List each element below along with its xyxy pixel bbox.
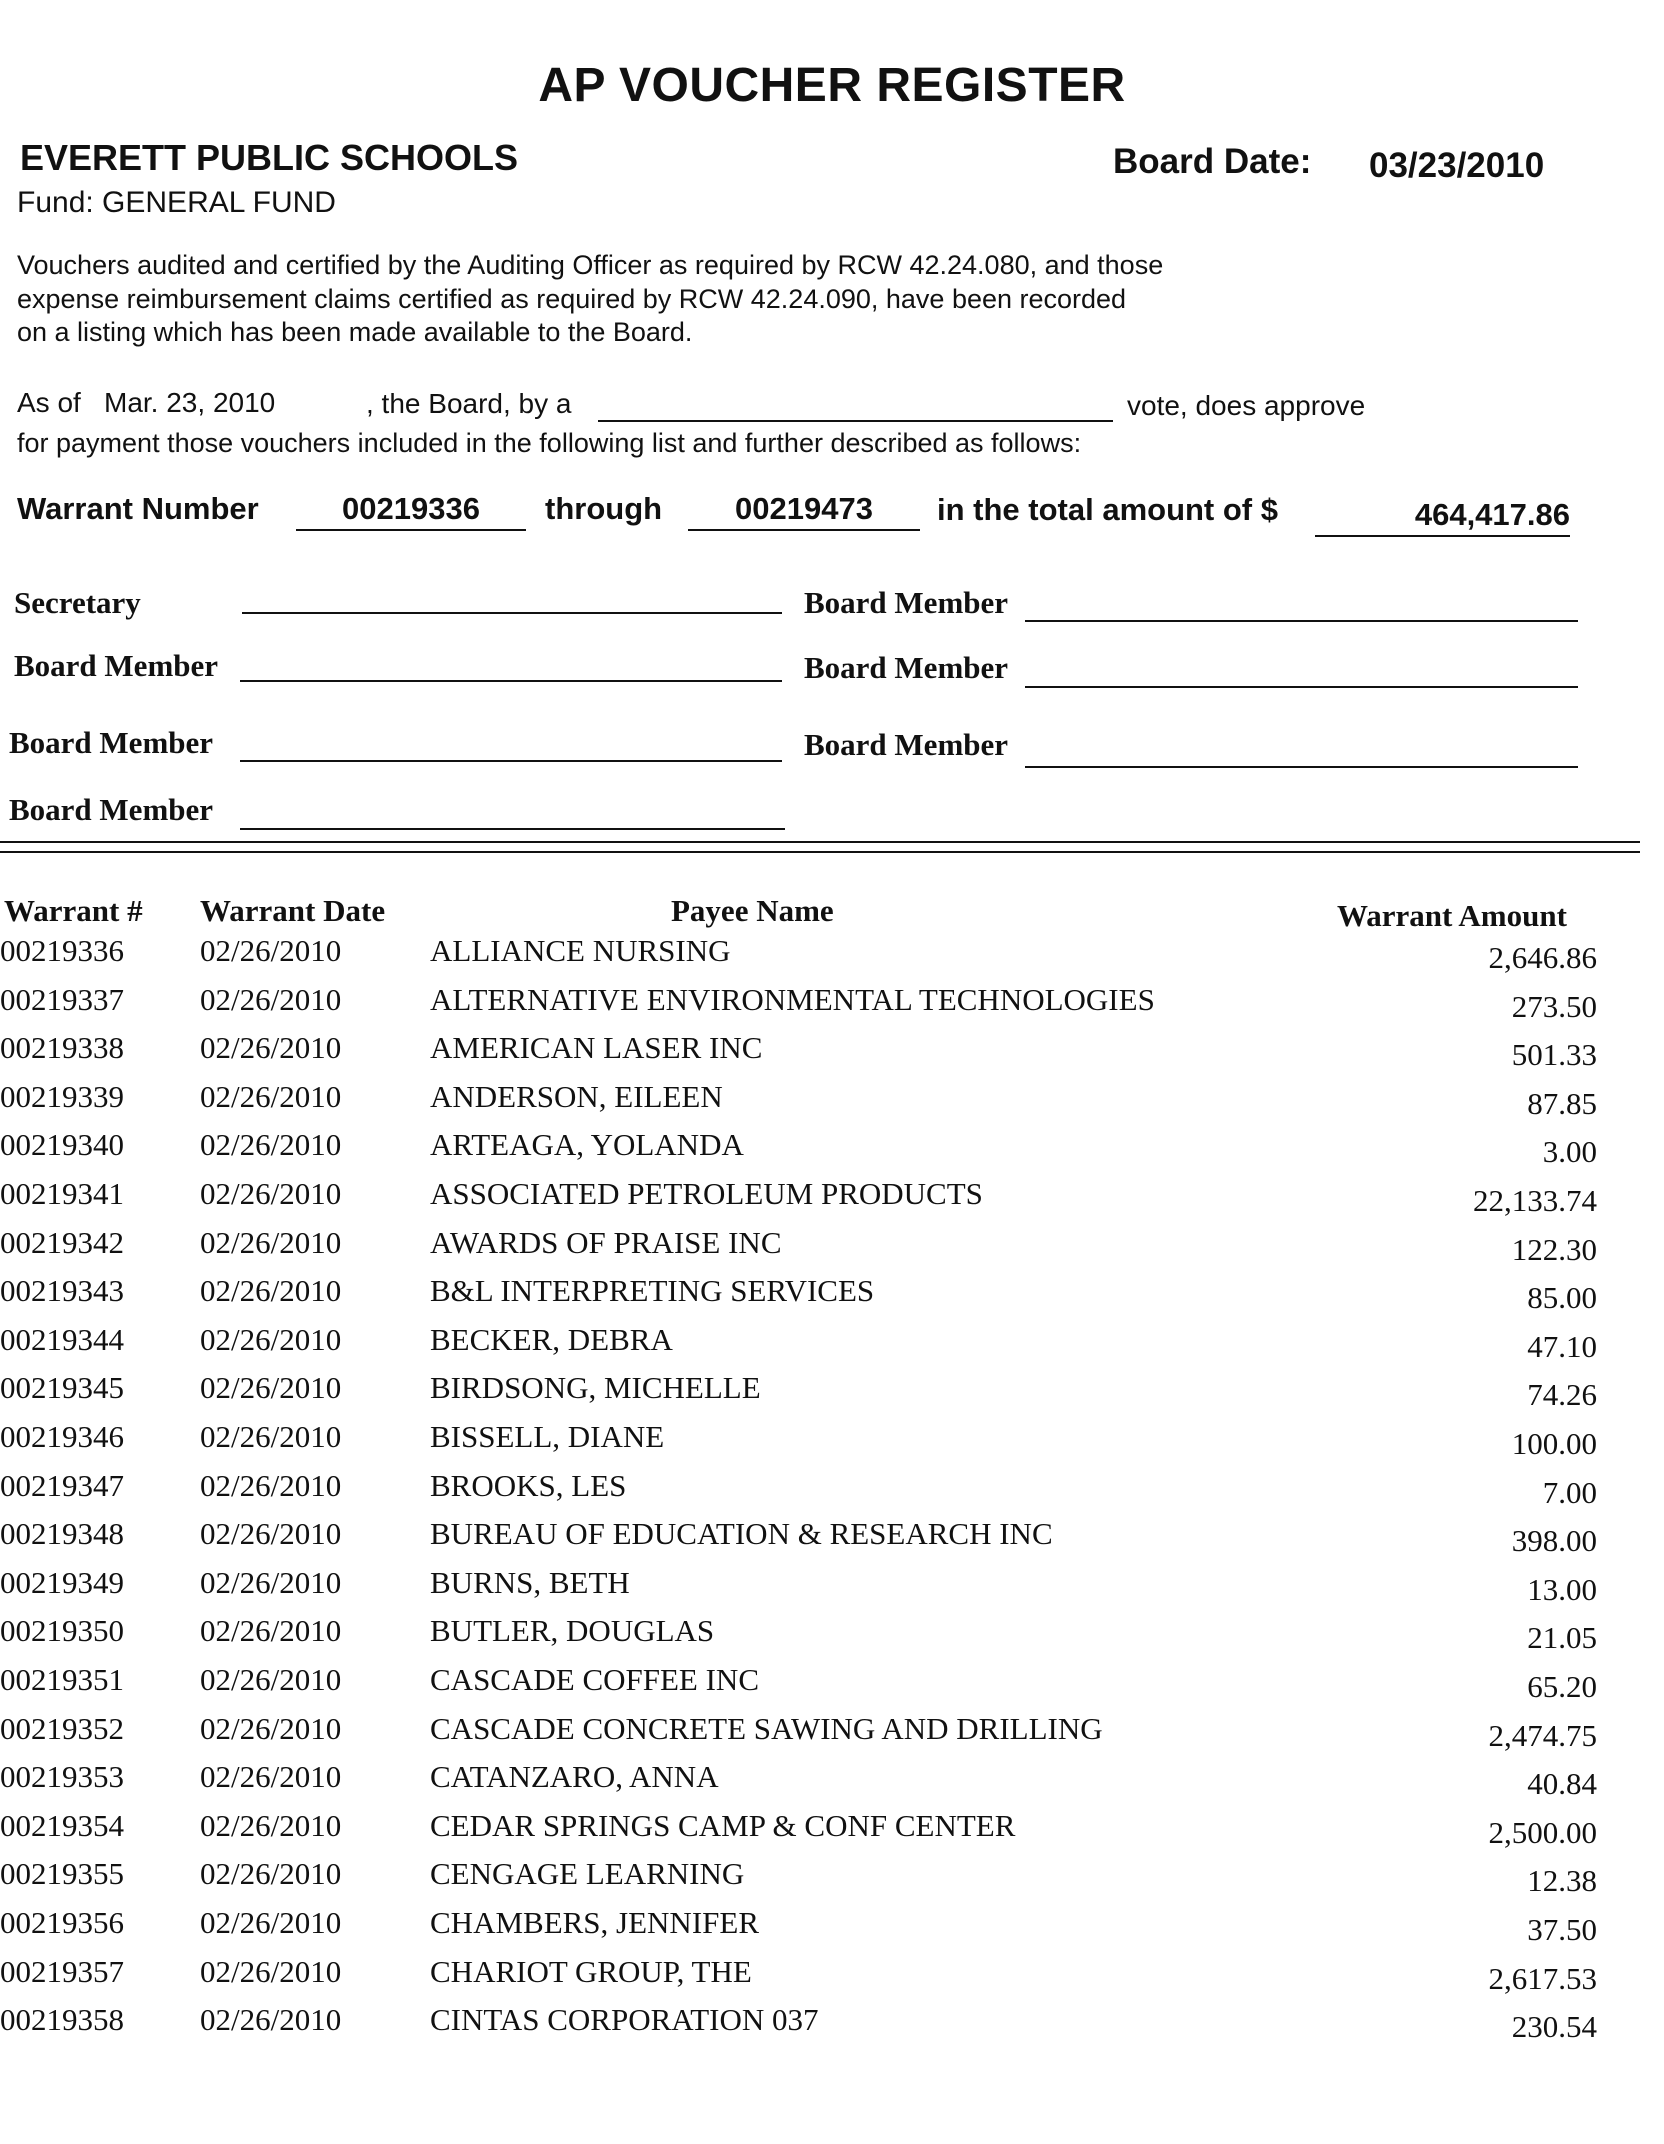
- warrant-amount: 100.00: [1511, 1426, 1597, 1461]
- table-row: [0, 1662, 1640, 1711]
- warrant-date: 02/26/2010: [200, 1905, 342, 1940]
- board-member-label: Board Member: [9, 792, 214, 827]
- payee-name: ASSOCIATED PETROLEUM PRODUCTS: [430, 1176, 983, 1211]
- table-row: [0, 982, 1640, 1031]
- board-by-text: , the Board, by a: [366, 388, 572, 419]
- warrant-number: 00219343: [0, 1273, 124, 1308]
- warrant-date: 02/26/2010: [200, 1516, 342, 1551]
- board-member-label: Board Member: [9, 725, 214, 760]
- warrant-number: 00219336: [0, 933, 124, 968]
- warrant-number: 00219357: [0, 1954, 124, 1989]
- warrant-amount: 273.50: [1511, 989, 1597, 1024]
- warrant-date: 02/26/2010: [200, 1808, 342, 1843]
- payee-name: CASCADE CONCRETE SAWING AND DRILLING: [430, 1711, 1103, 1746]
- warrant-number: 00219358: [0, 2002, 124, 2037]
- warrant-number: 00219344: [0, 1322, 124, 1357]
- payee-name: BROOKS, LES: [430, 1468, 627, 1503]
- warrant-number: 00219349: [0, 1565, 124, 1600]
- as-of-label: As of: [17, 387, 81, 418]
- warrant-amount: 74.26: [1527, 1377, 1597, 1412]
- board-member-label: Board Member: [804, 585, 1009, 620]
- payee-name: CATANZARO, ANNA: [430, 1759, 719, 1794]
- warrant-date: 02/26/2010: [200, 1856, 342, 1891]
- warrant-number: 00219350: [0, 1613, 124, 1648]
- payee-name: CHARIOT GROUP, THE: [430, 1954, 752, 1989]
- warrant-date: 02/26/2010: [200, 1176, 342, 1211]
- warrant-number: 00219348: [0, 1516, 124, 1551]
- as-of-date: Mar. 23, 2010: [104, 387, 276, 418]
- board-member-signature-line: [1025, 766, 1578, 768]
- table-row: [0, 1808, 1640, 1857]
- warrant-number: 00219347: [0, 1468, 124, 1503]
- payee-name: BECKER, DEBRA: [430, 1322, 673, 1357]
- warrant-number: 00219340: [0, 1127, 124, 1162]
- warrant-amount: 37.50: [1527, 1912, 1597, 1947]
- warrant-number: 00219351: [0, 1662, 124, 1697]
- table-row: [0, 1613, 1640, 1662]
- table-row: [0, 1370, 1640, 1419]
- certification-line-1: Vouchers audited and certified by the Auditing Officer as required by RCW 42.24.080, and those: [17, 250, 1164, 280]
- table-row: [0, 1225, 1640, 1274]
- divider-rule: [0, 841, 1640, 843]
- total-amount-value: 464,417.86: [1315, 497, 1570, 537]
- warrant-date: 02/26/2010: [200, 1613, 342, 1648]
- warrant-date: 02/26/2010: [200, 1127, 342, 1162]
- payee-name: ANDERSON, EILEEN: [430, 1079, 723, 1114]
- divider-rule: [0, 851, 1640, 853]
- board-member-signature-line: [240, 828, 785, 830]
- column-header-warrant-amount: Warrant Amount: [1337, 898, 1567, 933]
- board-member-signature-line: [240, 760, 782, 762]
- warrant-date: 02/26/2010: [200, 2002, 342, 2037]
- payee-name: CASCADE COFFEE INC: [430, 1662, 759, 1697]
- table-row: [0, 1516, 1640, 1565]
- table-row: [0, 1856, 1640, 1905]
- payee-name: ALLIANCE NURSING: [430, 933, 731, 968]
- board-member-signature-line: [1025, 686, 1578, 688]
- warrant-number: 00219352: [0, 1711, 124, 1746]
- warrant-amount: 2,500.00: [1488, 1815, 1597, 1850]
- organization-name: EVERETT PUBLIC SCHOOLS: [20, 137, 519, 178]
- payee-name: CEDAR SPRINGS CAMP & CONF CENTER: [430, 1808, 1016, 1843]
- warrant-date: 02/26/2010: [200, 982, 342, 1017]
- board-member-label: Board Member: [14, 648, 219, 683]
- warrant-number: 00219353: [0, 1759, 124, 1794]
- table-row: [0, 1176, 1640, 1225]
- table-row: [0, 1905, 1640, 1954]
- warrant-date: 02/26/2010: [200, 1711, 342, 1746]
- warrant-amount: 85.00: [1527, 1280, 1597, 1315]
- warrant-amount: 87.85: [1527, 1086, 1597, 1121]
- vote-approve-text: vote, does approve: [1127, 390, 1366, 421]
- table-row: [0, 2002, 1640, 2051]
- column-header-warrant-date: Warrant Date: [200, 893, 386, 928]
- warrant-date: 02/26/2010: [200, 1322, 342, 1357]
- vote-blank-line: [598, 420, 1113, 422]
- payment-description: for payment those vouchers included in the following list and further described as follows:: [17, 428, 1082, 458]
- warrant-amount: 3.00: [1542, 1134, 1597, 1169]
- payee-name: AWARDS OF PRAISE INC: [430, 1225, 782, 1260]
- warrant-date: 02/26/2010: [200, 1759, 342, 1794]
- warrant-amount: 2,617.53: [1488, 1961, 1597, 1996]
- board-member-signature-line: [1025, 620, 1578, 622]
- payee-name: BUTLER, DOUGLAS: [430, 1613, 715, 1648]
- warrant-amount: 65.20: [1527, 1669, 1597, 1704]
- warrant-amount: 2,474.75: [1488, 1718, 1597, 1753]
- warrant-amount: 501.33: [1511, 1037, 1597, 1072]
- warrant-date: 02/26/2010: [200, 1370, 342, 1405]
- warrant-date: 02/26/2010: [200, 1954, 342, 1989]
- column-header-warrant-number: Warrant #: [4, 893, 143, 928]
- page-title: AP VOUCHER REGISTER: [538, 59, 1126, 112]
- warrant-amount: 398.00: [1511, 1523, 1597, 1558]
- warrant-date: 02/26/2010: [200, 1273, 342, 1308]
- certification-line-2: expense reimbursement claims certified as required by RCW 42.24.090, have been recorded: [17, 284, 1127, 314]
- warrant-number: 00219337: [0, 982, 124, 1017]
- payee-name: BIRDSONG, MICHELLE: [430, 1370, 761, 1405]
- total-amount-label: in the total amount of $: [937, 492, 1278, 527]
- warrant-amount: 40.84: [1527, 1766, 1597, 1801]
- table-row: [0, 1273, 1640, 1322]
- warrant-date: 02/26/2010: [200, 1662, 342, 1697]
- payee-name: AMERICAN LASER INC: [430, 1030, 763, 1065]
- warrant-number: 00219338: [0, 1030, 124, 1065]
- secretary-signature-line: [242, 612, 782, 614]
- warrant-amount: 7.00: [1542, 1475, 1597, 1510]
- warrant-date: 02/26/2010: [200, 1419, 342, 1454]
- table-row: [0, 1711, 1640, 1760]
- warrant-number: 00219346: [0, 1419, 124, 1454]
- warrant-amount: 122.30: [1511, 1232, 1597, 1267]
- warrant-date: 02/26/2010: [200, 1030, 342, 1065]
- table-row: [0, 1954, 1640, 2003]
- table-row: [0, 1419, 1640, 1468]
- warrant-number: 00219342: [0, 1225, 124, 1260]
- payee-name: CENGAGE LEARNING: [430, 1856, 745, 1891]
- payee-name: CINTAS CORPORATION 037: [430, 2002, 819, 2037]
- payee-name: B&L INTERPRETING SERVICES: [430, 1273, 875, 1308]
- payee-name: BUREAU OF EDUCATION & RESEARCH INC: [430, 1516, 1053, 1551]
- warrant-date: 02/26/2010: [200, 933, 342, 968]
- fund-line: Fund: GENERAL FUND: [17, 186, 336, 219]
- warrant-number: 00219355: [0, 1856, 124, 1891]
- table-row: [0, 1079, 1640, 1128]
- payee-name: CHAMBERS, JENNIFER: [430, 1905, 759, 1940]
- warrant-amount: 13.00: [1527, 1572, 1597, 1607]
- payee-name: ALTERNATIVE ENVIRONMENTAL TECHNOLOGIES: [430, 982, 1155, 1017]
- table-row: [0, 1322, 1640, 1371]
- warrant-date: 02/26/2010: [200, 1079, 342, 1114]
- warrant-number: 00219339: [0, 1079, 124, 1114]
- warrant-number: 00219341: [0, 1176, 124, 1211]
- through-label: through: [545, 491, 663, 526]
- warrant-to: 00219473: [688, 491, 920, 531]
- warrant-number: 00219356: [0, 1905, 124, 1940]
- secretary-label: Secretary: [14, 585, 141, 620]
- payee-name: BURNS, BETH: [430, 1565, 630, 1600]
- warrant-date: 02/26/2010: [200, 1565, 342, 1600]
- board-member-signature-line: [240, 680, 782, 682]
- table-row: [0, 1759, 1640, 1808]
- board-date-value: 03/23/2010: [1369, 146, 1545, 185]
- table-row: [0, 1030, 1640, 1079]
- warrant-number: 00219345: [0, 1370, 124, 1405]
- board-member-label: Board Member: [804, 727, 1009, 762]
- warrant-amount: 12.38: [1527, 1863, 1597, 1898]
- table-row: [0, 1468, 1640, 1517]
- column-header-payee-name: Payee Name: [671, 893, 834, 928]
- table-row: [0, 933, 1640, 982]
- board-date-label: Board Date:: [1113, 142, 1312, 181]
- board-member-label: Board Member: [804, 650, 1009, 685]
- payee-name: ARTEAGA, YOLANDA: [430, 1127, 744, 1162]
- warrant-number-label: Warrant Number: [17, 491, 259, 526]
- table-row: [0, 1565, 1640, 1614]
- warrant-amount: 2,646.86: [1488, 940, 1597, 975]
- certification-line-3: on a listing which has been made available to the Board.: [17, 317, 693, 347]
- warrant-amount: 22,133.74: [1473, 1183, 1597, 1218]
- warrant-date: 02/26/2010: [200, 1225, 342, 1260]
- table-row: [0, 1127, 1640, 1176]
- warrant-amount: 47.10: [1527, 1329, 1597, 1364]
- warrant-amount: 230.54: [1511, 2009, 1597, 2044]
- warrant-date: 02/26/2010: [200, 1468, 342, 1503]
- warrant-amount: 21.05: [1527, 1620, 1597, 1655]
- warrant-number: 00219354: [0, 1808, 124, 1843]
- payee-name: BISSELL, DIANE: [430, 1419, 665, 1454]
- warrant-from: 00219336: [296, 491, 526, 531]
